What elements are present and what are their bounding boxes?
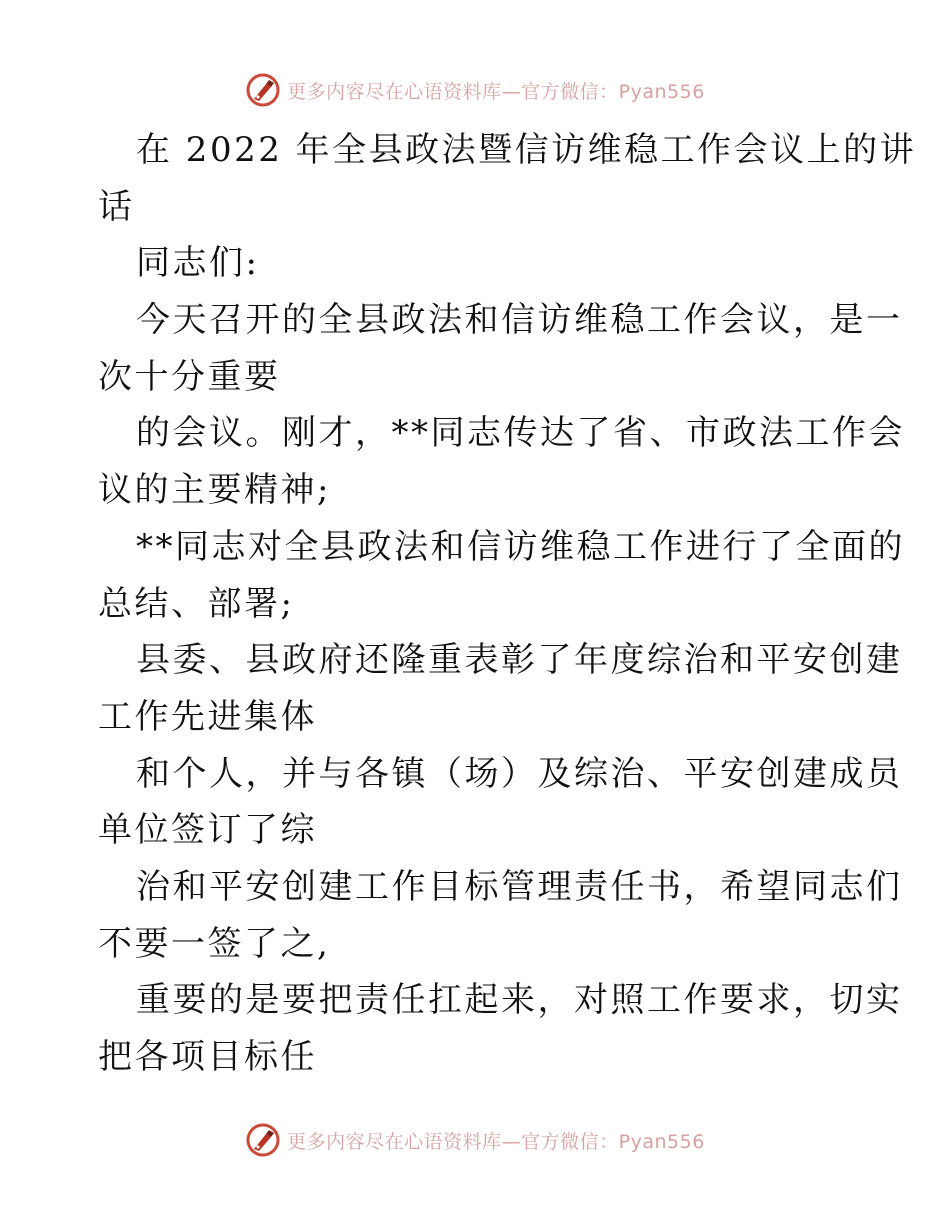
- text-line: 把各项目标任: [98, 1037, 317, 1077]
- header-banner-text: 更多内容尽在心语资料库—官方微信：Pyan556: [287, 80, 705, 103]
- text-line: 县委、县政府还隆重表彰了年度综治和平安创建: [136, 640, 903, 681]
- text-line: 今天召开的全县政法和信访维稳工作会议，是一: [136, 300, 903, 341]
- pen-nib-logo-icon: [245, 1122, 281, 1158]
- header-banner: [0, 68, 950, 112]
- document-title-line: 在 2022 年全县政法暨信访维稳工作会议上的讲: [136, 130, 917, 170]
- text-line: 议的主要精神;: [98, 470, 331, 511]
- text-line: 治和平安创建工作目标管理责任书，希望同志们: [136, 866, 903, 907]
- text-line: 和个人，并与各镇（场）及综治、平安创建成员: [136, 753, 903, 794]
- salutation: 同志们:: [136, 243, 260, 284]
- pen-nib-logo-icon: [245, 72, 281, 108]
- footer-banner: [0, 1118, 950, 1162]
- text-line: **同志对全县政法和信访维稳工作进行了全面的: [136, 526, 905, 567]
- document-title-line-cont: 话: [98, 186, 135, 227]
- text-line: 重要的是要把责任扛起来，对照工作要求，切实: [136, 980, 903, 1021]
- footer-banner-text: 更多内容尽在心语资料库—官方微信：Pyan556: [287, 1130, 705, 1153]
- text-line: 不要一签了之,: [98, 923, 331, 964]
- text-line: 次十分重要: [98, 356, 281, 397]
- text-line: 单位签订了综: [98, 810, 317, 851]
- text-line: 工作先进集体: [98, 696, 317, 737]
- text-line: 总结、部署;: [98, 583, 295, 624]
- text-line: 的会议。刚才，**同志传达了省、市政法工作会: [136, 413, 905, 454]
- document-body: [98, 122, 917, 1086]
